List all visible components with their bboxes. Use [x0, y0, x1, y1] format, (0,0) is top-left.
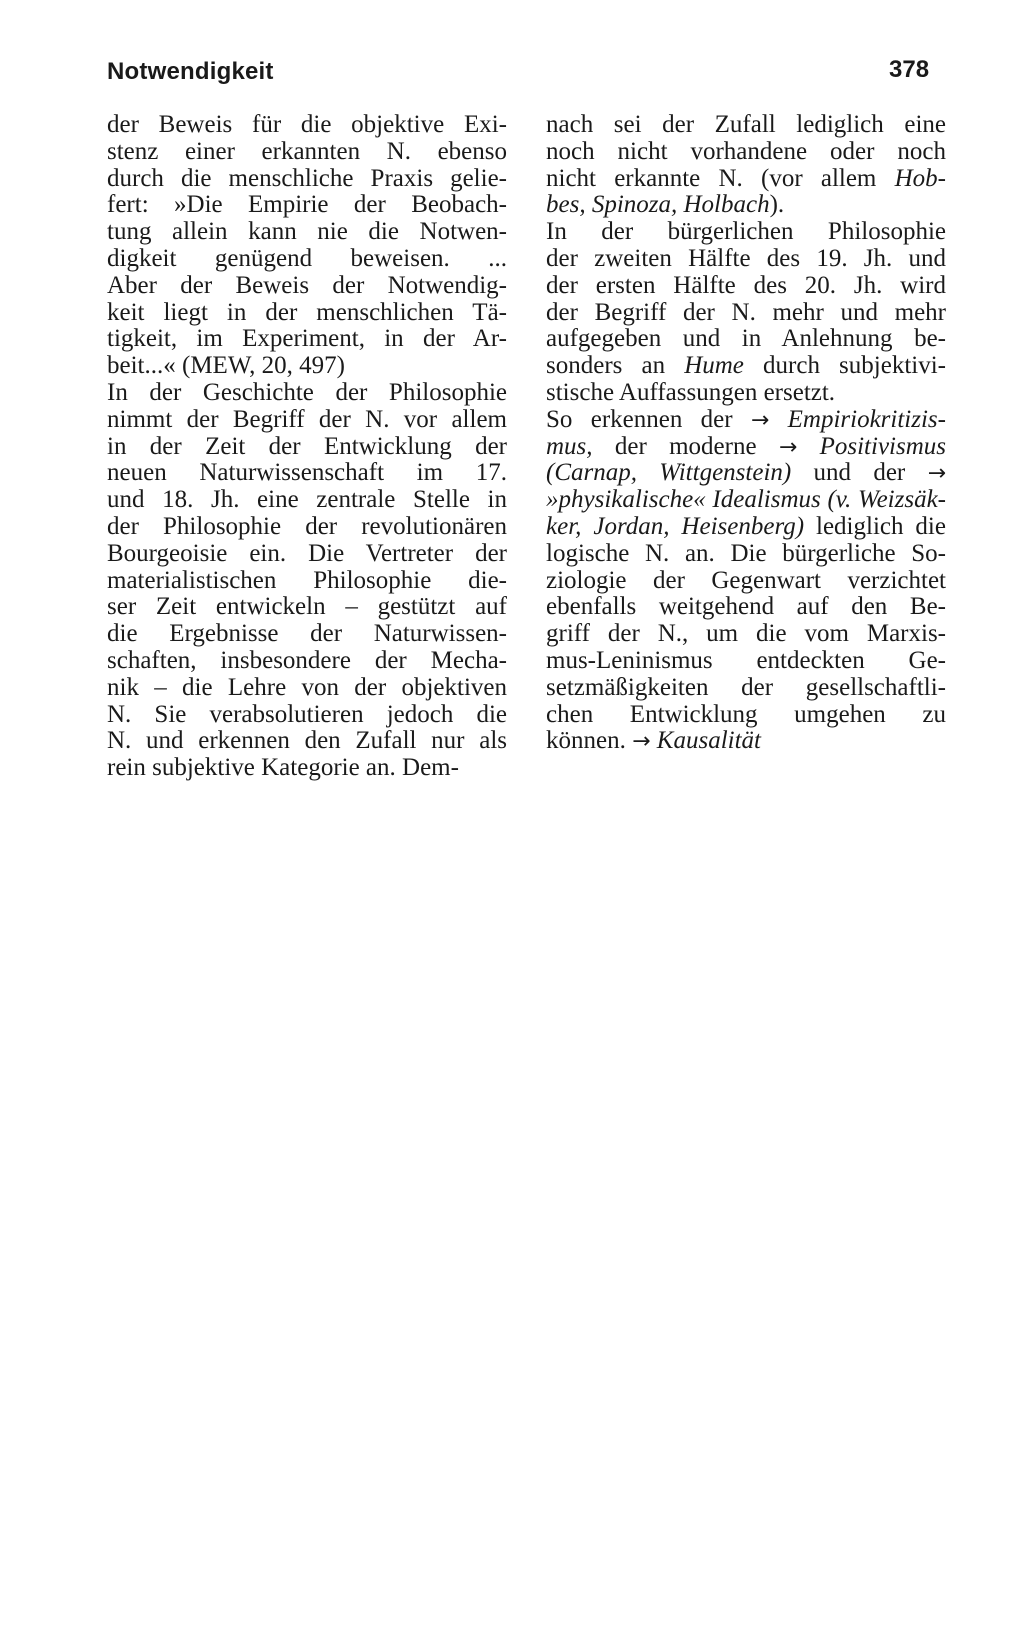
- text-line: nimmt der Begriff der N. vor allem: [107, 405, 507, 433]
- text-segment: aufgegeben und in Anlehnung be-: [546, 325, 946, 353]
- text-segment: griff der N., um die vom Marxis-: [546, 620, 946, 648]
- text-line: beit...« (MEW, 20, 497): [107, 352, 345, 380]
- text-line: [546, 192, 946, 219]
- text-line: [546, 648, 946, 675]
- italic-segment: »physikalische« Idealismus (v. Weizsäk-: [546, 486, 946, 514]
- text-line: [546, 487, 946, 514]
- text-segment: sonders an: [546, 352, 685, 380]
- text-line: die Ergebnisse der Naturwissen-: [107, 620, 507, 648]
- text-line: [546, 568, 946, 595]
- cross-reference-arrow-icon: →: [632, 729, 651, 755]
- text-line: tigkeit, im Experiment, in der Ar-: [107, 325, 507, 353]
- running-head: Notwendigkeit: [107, 58, 274, 85]
- text-segment: und der: [791, 459, 928, 487]
- text-segment: ebenfalls weitgehend auf den Be-: [546, 593, 946, 621]
- text-line: [546, 166, 946, 193]
- text-line: [546, 702, 946, 729]
- text-line: [546, 541, 946, 568]
- text-segment: mus-Leninismus entdeckten Ge-: [546, 646, 946, 674]
- text-line: [546, 246, 946, 273]
- text-segment: durch subjektivi-: [743, 352, 946, 380]
- text-line: Aber der Beweis der Notwendig-: [107, 271, 507, 299]
- text-line: ser Zeit entwickeln – gestützt auf: [107, 593, 507, 621]
- page-number: 378: [889, 56, 930, 83]
- text-line: [546, 407, 946, 434]
- cross-reference-arrow-icon: →: [750, 407, 770, 433]
- text-segment: der moderne: [592, 432, 779, 460]
- text-line: [546, 219, 946, 246]
- text-segment: So erkennen der: [546, 405, 751, 433]
- text-segment: nicht erkannte N. (vor allem: [546, 164, 895, 192]
- text-segment: der Begriff der N. mehr und mehr: [546, 298, 946, 326]
- text-segment: chen Entwicklung umgehen zu: [546, 700, 946, 728]
- text-line: [546, 460, 946, 487]
- italic-segment: Empiriokritizis-: [769, 405, 946, 433]
- text-line: [546, 353, 946, 380]
- text-segment: ziologie der Gegenwart verzichtet: [546, 566, 946, 594]
- text-segment: noch nicht vorhandene oder noch: [546, 137, 946, 165]
- text-segment: nach sei der Zufall lediglich eine: [546, 111, 946, 138]
- text-segment: lediglich die: [804, 512, 946, 540]
- text-segment: können.: [546, 727, 633, 755]
- text-line: tung allein kann nie die Notwen-: [107, 218, 507, 246]
- text-line: rein subjektive Kategorie an. Dem-: [107, 754, 459, 782]
- text-segment: der zweiten Hälfte des 19. Jh. und: [546, 244, 946, 272]
- italic-segment: ker, Jordan, Heisenberg): [546, 512, 805, 540]
- italic-segment: mus,: [546, 432, 593, 460]
- text-segment: setzmäßigkeiten der gesellschaftli-: [546, 673, 946, 701]
- text-line: [546, 621, 946, 648]
- text-line: [546, 514, 946, 541]
- text-line: keit liegt in der menschlichen Tä-: [107, 298, 507, 326]
- text-line: [546, 326, 946, 353]
- italic-segment: Hume: [684, 352, 744, 380]
- text-line: [546, 380, 946, 407]
- cross-reference-arrow-icon: →: [778, 434, 798, 460]
- italic-segment: bes, Spinoza, Holbach: [546, 191, 770, 219]
- text-line: N. und erkennen den Zufall nur als: [107, 727, 507, 755]
- text-line: in der Zeit der Entwicklung der: [107, 432, 507, 460]
- text-line: [546, 300, 946, 327]
- text-line: In der Geschichte der Philosophie: [107, 378, 507, 406]
- text-line: [546, 728, 946, 755]
- text-line: der Beweis für die objektive Exi-: [107, 111, 507, 138]
- italic-segment: Kausalität: [650, 727, 761, 755]
- text-line: [546, 273, 946, 300]
- italic-segment: Hob-: [894, 164, 946, 192]
- text-line: schaften, insbesondere der Mecha-: [107, 646, 507, 674]
- text-segment: stische Auffassungen ersetzt.: [546, 378, 836, 406]
- text-line: [546, 675, 946, 702]
- italic-segment: Positivismus: [797, 432, 946, 460]
- text-line: und 18. Jh. eine zentrale Stelle in: [107, 486, 507, 514]
- text-segment: ).: [769, 191, 785, 219]
- text-line: neuen Naturwissenschaft im 17.: [107, 459, 507, 487]
- text-line: der Philosophie der revolutionären: [107, 512, 507, 540]
- text-line: nik – die Lehre von der objektiven: [107, 673, 507, 701]
- text-line: fert: »Die Empirie der Beobach-: [107, 191, 507, 219]
- text-line: N. Sie verabsolutieren jedoch die: [107, 700, 507, 728]
- text-line: [546, 112, 946, 139]
- cross-reference-arrow-icon: →: [927, 461, 947, 487]
- text-line: [546, 434, 946, 461]
- text-line: stenz einer erkannten N. ebenso: [107, 137, 507, 165]
- text-segment: logische N. an. Die bürgerliche So-: [546, 539, 946, 567]
- italic-segment: (Carnap, Wittgenstein): [546, 459, 792, 487]
- text-segment: der ersten Hälfte des 20. Jh. wird: [546, 271, 946, 299]
- text-line: materialistischen Philosophie die-: [107, 566, 507, 594]
- left-column: [107, 112, 507, 782]
- text-line: [546, 594, 946, 621]
- right-column: [546, 112, 946, 755]
- text-line: Bourgeoisie ein. Die Vertreter der: [107, 539, 507, 567]
- text-line: durch die menschliche Praxis gelie-: [107, 164, 507, 192]
- text-line: digkeit genügend beweisen. ...: [107, 244, 507, 272]
- text-line: [546, 139, 946, 166]
- text-segment: In der bürgerlichen Philosophie: [546, 218, 946, 246]
